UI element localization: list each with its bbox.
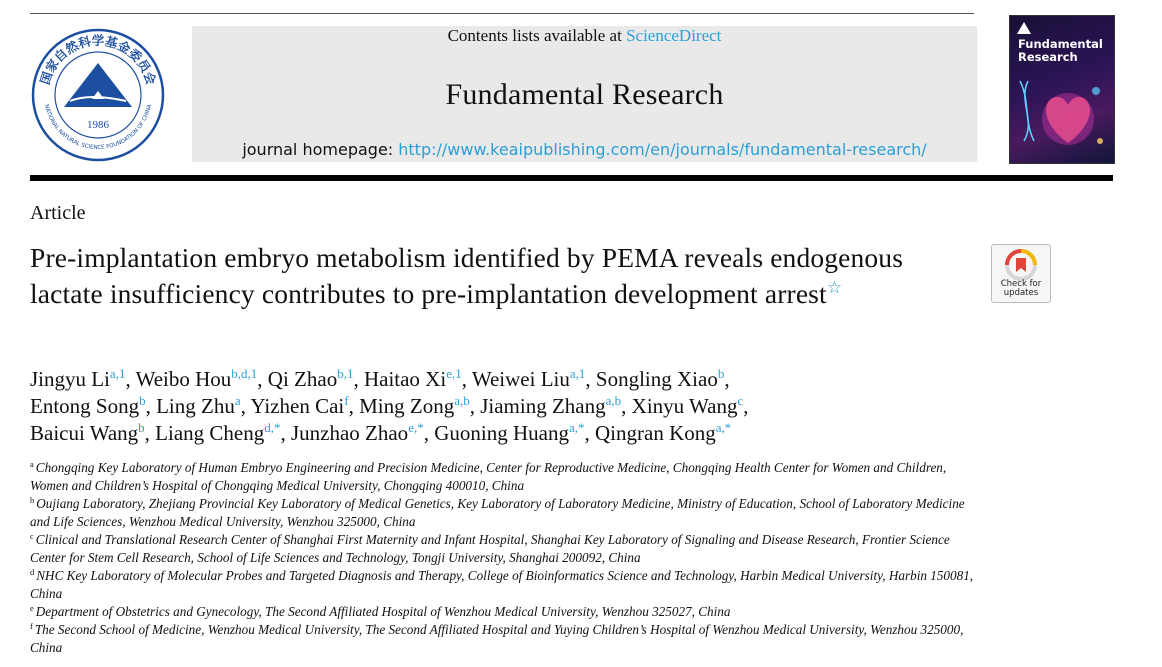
author-separator: , xyxy=(461,367,472,391)
affiliation-key: d xyxy=(30,567,35,577)
author-affiliation-sup[interactable]: a xyxy=(234,393,241,408)
affiliation-item xyxy=(30,621,980,657)
author-separator: , xyxy=(584,421,595,445)
author-separator: , xyxy=(257,367,268,391)
check-updates-text xyxy=(992,280,1050,297)
author-entry xyxy=(472,367,596,391)
author-name[interactable]: Songling Xiao xyxy=(595,367,718,391)
sciencedirect-link[interactable]: ScienceDirect xyxy=(626,26,722,45)
author-entry xyxy=(30,394,156,418)
affiliation-text: Clinical and Translational Research Center of Shanghai First Maternity and Infant Hospital, Shanghai Key Laboratory of Signaling and Disease Research, Frontier Science Center for Stem Cell Research, School of Life Sciences and Technology, Tongji University, Shanghai 200092, China xyxy=(30,532,950,565)
author-entry xyxy=(596,367,730,391)
author-affiliation-sup[interactable]: a,* xyxy=(568,420,585,435)
title-footnote-star[interactable]: ☆ xyxy=(826,277,843,297)
author-name[interactable]: Weibo Hou xyxy=(135,367,232,391)
affiliation-key: a xyxy=(30,459,34,469)
author-name[interactable]: Haitao Xi xyxy=(363,367,447,391)
journal-cover[interactable] xyxy=(1009,15,1115,164)
affiliation-text: Oujiang Laboratory, Zhejiang Provincial Key Laboratory of Medical Genetics, Key Laboratory of Laboratory Medicine, Ministry of Education, School of Laboratory Medicine and Life Sciences, Wenzhou Medical University, Wenzhou 325000, China xyxy=(30,496,965,529)
author-affiliation-sup[interactable]: b xyxy=(717,366,725,381)
author-separator: , xyxy=(423,421,435,445)
author-entry xyxy=(359,394,480,418)
logo-english-ring: NATIONAL NATURAL SCIENCE FOUNDATION OF CHINA xyxy=(42,103,154,152)
author-name[interactable]: Weiwei Liu xyxy=(471,367,570,391)
author-entry xyxy=(156,394,250,418)
author-separator: , xyxy=(743,394,749,418)
author-name[interactable]: Ling Zhu xyxy=(156,394,235,418)
affiliation-text: The Second School of Medicine, Wenzhou Medical University, The Second Affiliated Hospital and Yuying Children’s Hospital of Wenzhou Medical University, Wenzhou 325000, China xyxy=(30,622,964,655)
author-affiliation-sup[interactable]: a,1 xyxy=(109,366,126,381)
author-separator: , xyxy=(280,421,291,445)
author-separator: , xyxy=(144,421,156,445)
affiliation-key: c xyxy=(30,531,34,541)
cover-heart-illustration-icon xyxy=(1010,71,1114,163)
homepage-link[interactable]: http://www.keaipublishing.com/en/journals/fundamental-research/ xyxy=(398,140,927,159)
author-affiliation-sup[interactable]: a,* xyxy=(715,420,732,435)
journal-homepage xyxy=(192,140,977,159)
check-updates-line1: Check for xyxy=(1000,279,1042,289)
check-updates-line2: updates xyxy=(1003,287,1039,298)
affiliation-text: Chongqing Key Laboratory of Human Embryo Engineering and Precision Medicine, Center for Reproductive Medicine, Chongqing Health Center for Women and Children, Women and Children’s Hospital of Chongqing Medical University, Chongqing 400010, China xyxy=(30,460,947,493)
journal-header xyxy=(192,26,977,162)
author-entry xyxy=(480,394,631,418)
author-entry xyxy=(268,367,364,391)
author-entry xyxy=(155,421,291,445)
logo-chinese-ring: 国家自然科学基金委员会 xyxy=(37,33,159,87)
author-separator: , xyxy=(348,394,360,418)
affiliation-item xyxy=(30,567,980,603)
header-divider xyxy=(30,175,1113,181)
affiliation-text: NHC Key Laboratory of Molecular Probes and Targeted Diagnosis and Therapy, College of Bioinformatics Science and Technology, Harbin Medical University, Harbin 150081, China xyxy=(30,568,974,601)
affiliation-text: Department of Obstetrics and Gynecology, The Second Affiliated Hospital of Wenzhou Medical University, Wenzhou 325027, China xyxy=(35,604,731,619)
author-affiliation-sup[interactable]: b xyxy=(138,420,145,435)
author-entry xyxy=(595,421,731,445)
author-name[interactable]: Ming Zong xyxy=(359,394,455,418)
author-affiliation-sup[interactable]: e,1 xyxy=(446,366,462,381)
cover-title-line2: Research xyxy=(1018,50,1078,64)
author-entry xyxy=(250,394,359,418)
author-affiliation-sup[interactable]: a,1 xyxy=(569,366,586,381)
article-type-label: Article xyxy=(30,202,86,224)
author-separator: , xyxy=(145,394,157,418)
author-separator: , xyxy=(125,367,136,391)
author-separator: , xyxy=(469,394,481,418)
author-name[interactable]: Qi Zhao xyxy=(267,367,338,391)
author-name[interactable]: Liang Cheng xyxy=(155,421,265,445)
author-entry xyxy=(30,421,155,445)
author-affiliation-sup[interactable]: d,* xyxy=(264,420,281,435)
author-entry xyxy=(364,367,472,391)
author-affiliation-sup[interactable]: b,1 xyxy=(337,366,354,381)
keai-mark-icon xyxy=(1016,21,1032,35)
author-affiliation-sup[interactable]: c xyxy=(737,393,744,408)
author-name[interactable]: Junzhao Zhao xyxy=(290,421,409,445)
author-list xyxy=(30,366,950,447)
author-name[interactable]: Entong Song xyxy=(30,394,140,418)
contents-prefix: Contents lists available at xyxy=(447,26,627,45)
author-entry xyxy=(434,421,595,445)
author-name[interactable]: Xinyu Wang xyxy=(631,394,738,418)
author-affiliation-sup[interactable]: a,b xyxy=(454,393,470,408)
author-entry xyxy=(136,367,268,391)
author-name[interactable]: Jiaming Zhang xyxy=(480,394,606,418)
affiliation-item xyxy=(30,531,980,567)
top-rule xyxy=(30,13,974,14)
author-affiliation-sup[interactable]: f xyxy=(344,393,349,408)
author-entry xyxy=(632,394,749,418)
author-name[interactable]: Guoning Huang xyxy=(434,421,569,445)
affiliation-key: f xyxy=(30,621,33,631)
author-name[interactable]: Yizhen Cai xyxy=(250,394,345,418)
author-separator: , xyxy=(240,394,251,418)
affiliation-list xyxy=(30,459,980,657)
nsfc-logo xyxy=(30,27,166,163)
article-title-text: Pre-implantation embryo metabolism identified by PEMA reveals endogenous lactate insufficiency contributes to pre-implantation development arrest xyxy=(30,242,904,309)
author-name[interactable]: Qingran Kong xyxy=(595,421,716,445)
affiliation-item xyxy=(30,603,980,621)
logo-year: 1986 xyxy=(87,119,109,131)
author-entry xyxy=(30,367,136,391)
author-entry xyxy=(291,421,434,445)
check-for-updates-badge[interactable] xyxy=(991,244,1051,303)
affiliation-key: e xyxy=(30,603,34,613)
author-name[interactable]: Baicui Wang xyxy=(30,421,139,445)
author-separator: , xyxy=(585,367,596,391)
article-title xyxy=(30,240,930,311)
author-separator: , xyxy=(353,367,364,391)
check-updates-icon xyxy=(1005,249,1037,281)
affiliation-item xyxy=(30,459,980,495)
author-affiliation-sup[interactable]: b,d,1 xyxy=(231,366,258,381)
contents-line xyxy=(192,26,977,46)
homepage-prefix: journal homepage: xyxy=(242,140,399,159)
author-affiliation-sup[interactable]: e,* xyxy=(408,420,424,435)
author-affiliation-sup[interactable]: a,b xyxy=(605,393,622,408)
author-separator: , xyxy=(621,394,632,418)
author-name[interactable]: Jingyu Li xyxy=(30,367,110,391)
author-separator: , xyxy=(724,367,730,391)
journal-name: Fundamental Research xyxy=(445,78,724,111)
affiliation-key: b xyxy=(30,495,35,505)
author-affiliation-sup[interactable]: b xyxy=(139,393,146,408)
cover-title-line1: Fundamental xyxy=(1018,37,1103,51)
affiliation-item xyxy=(30,495,980,531)
